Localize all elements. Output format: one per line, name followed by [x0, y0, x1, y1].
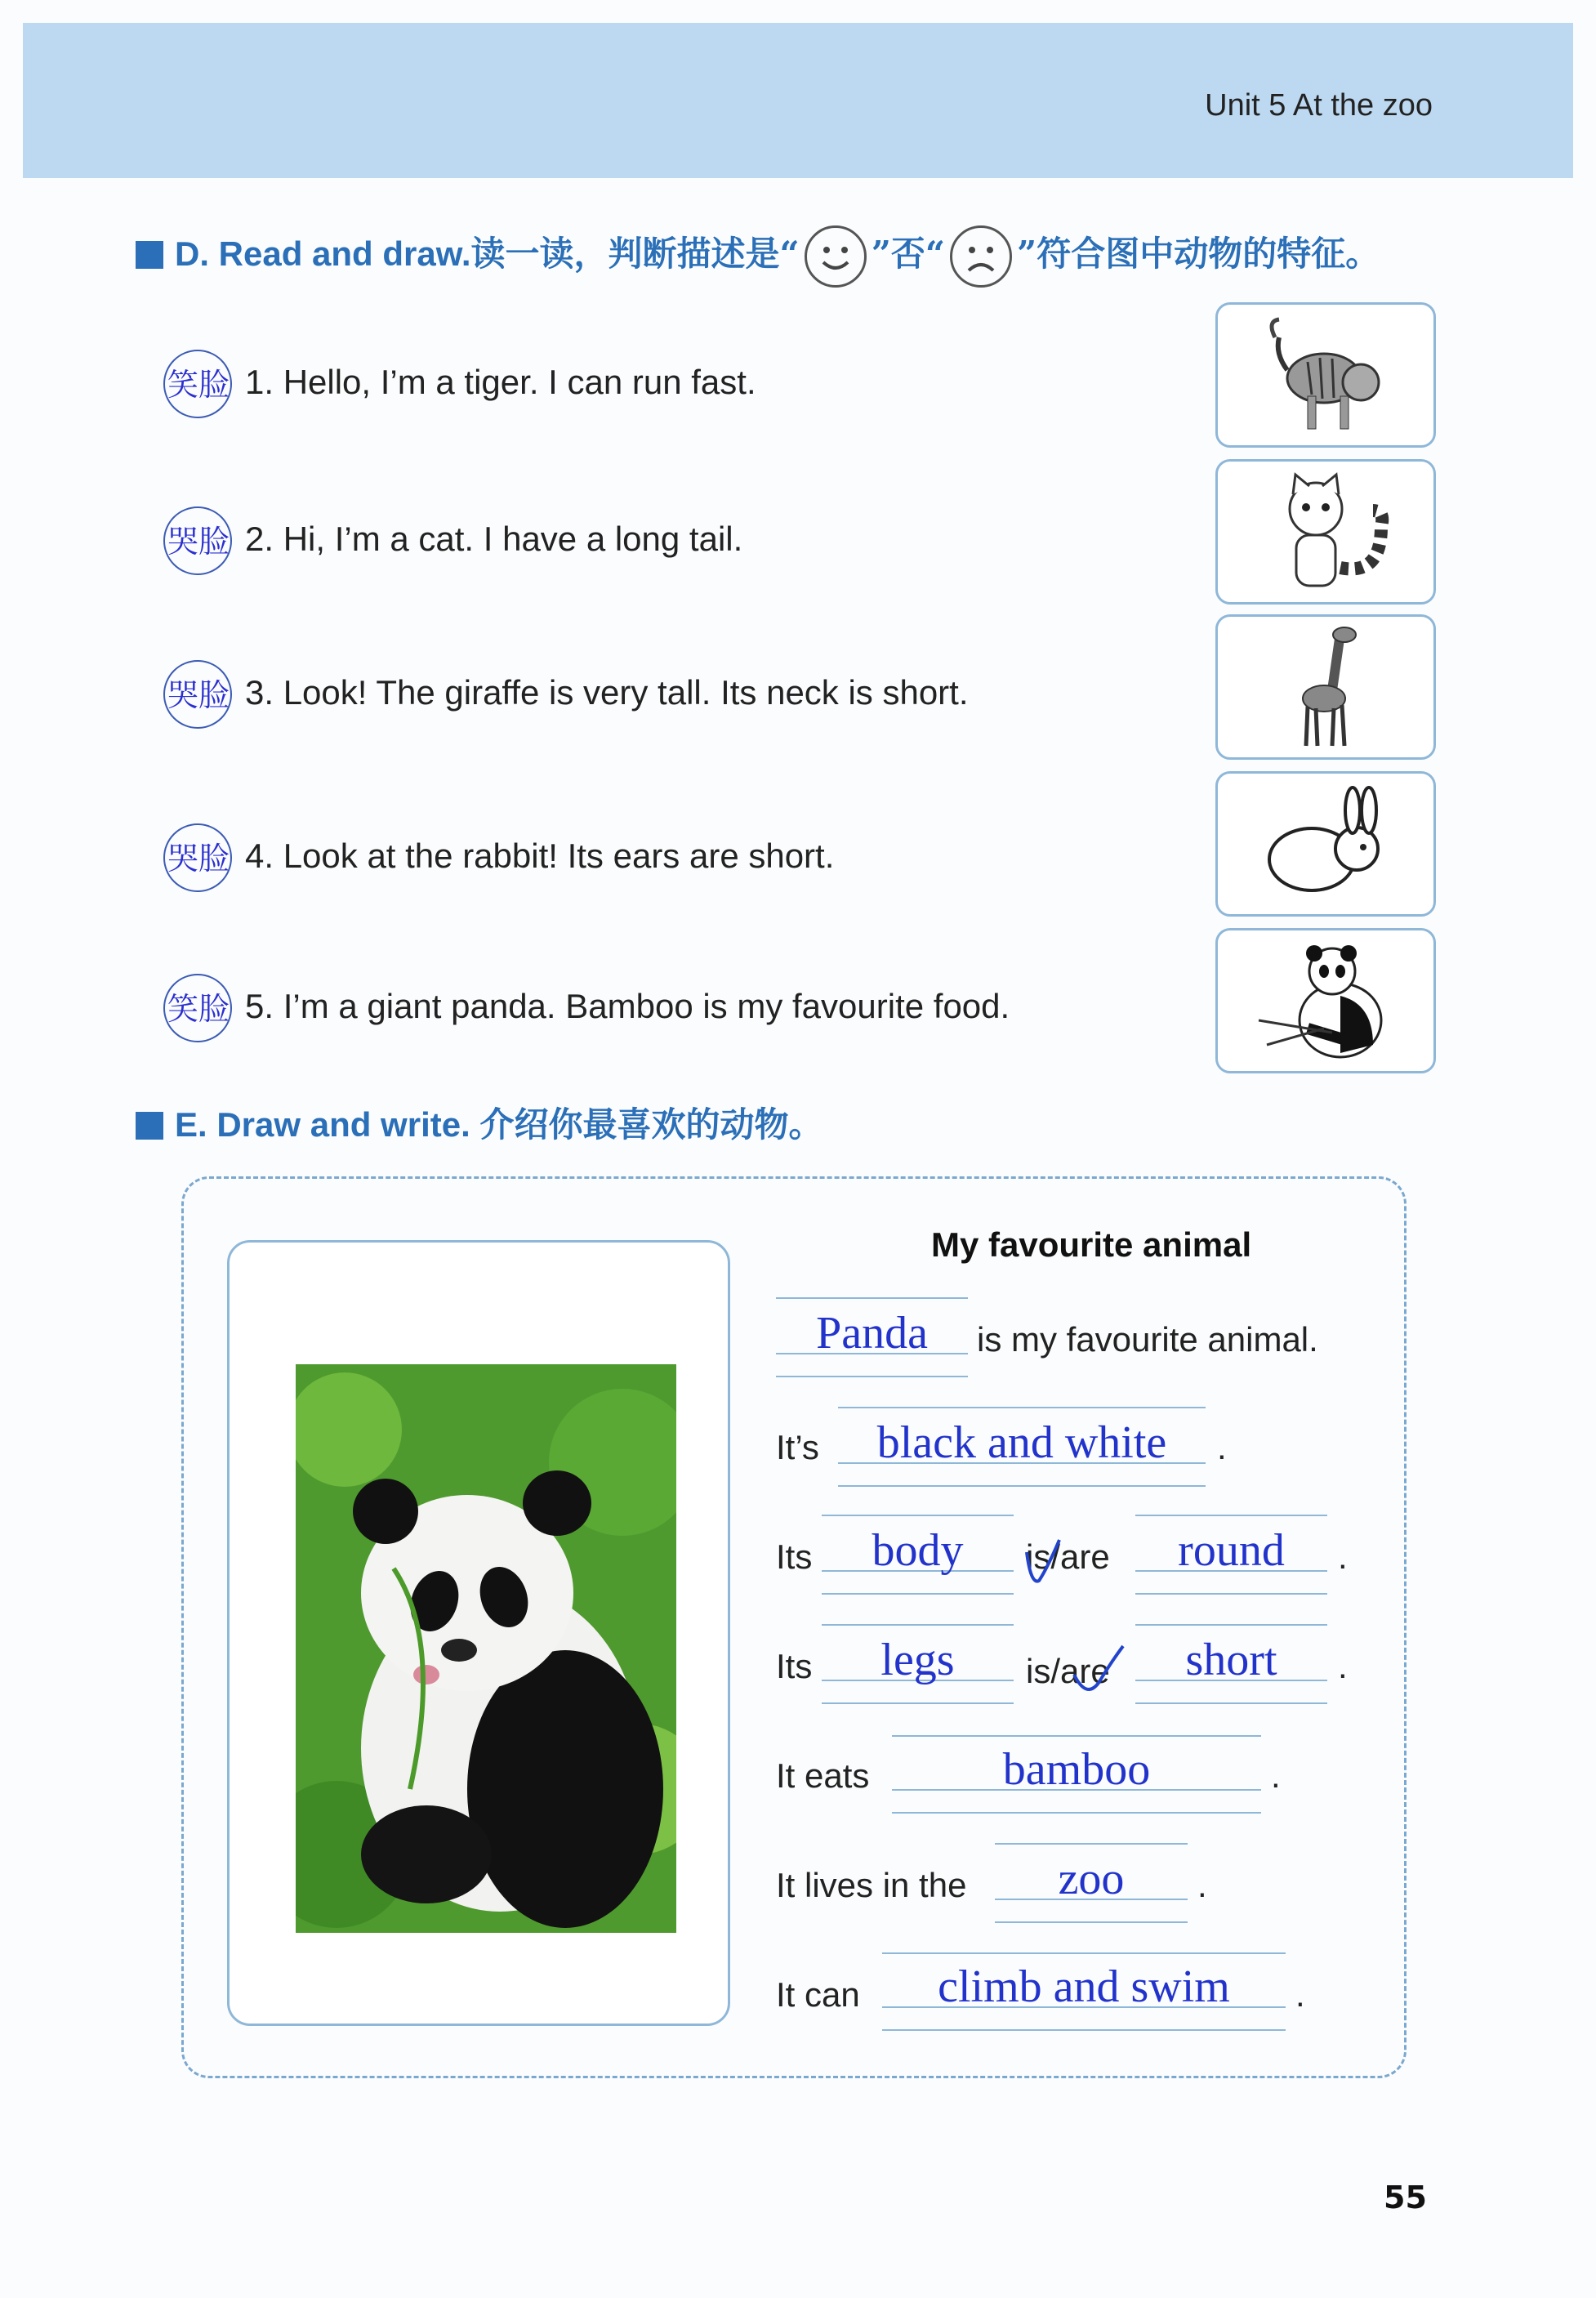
unit-label: Unit 5 At the zoo [1205, 88, 1433, 123]
line-2-prefix: It’s [776, 1428, 819, 1466]
guide-line [776, 1376, 968, 1377]
answer-mark: 哭脸 [167, 677, 230, 713]
line-2-end: . [1217, 1428, 1227, 1466]
panda-photo [296, 1364, 676, 1933]
line-6-end: . [1197, 1866, 1207, 1904]
guide-line [1135, 1702, 1327, 1704]
guide-line [1135, 1593, 1327, 1595]
checkmark-icon [1070, 1642, 1127, 1699]
checkmark-icon [1023, 1536, 1063, 1593]
statement-3: 3. Look! The giraffe is very tall. Its neck is short. [245, 673, 969, 712]
statement-2: 2. Hi, I’m a cat. I have a long tail. [245, 520, 743, 558]
section-d-title-cn-3: ”符合图中动物的特征。 [1017, 234, 1380, 274]
section-e-title-cn: 介绍你最喜欢的动物。 [479, 1104, 823, 1145]
line-3-end: . [1338, 1537, 1348, 1576]
sad-face-icon [950, 225, 1012, 288]
tiger-picture [1215, 302, 1436, 448]
giraffe-picture [1215, 614, 1436, 760]
is-are-choice: is/are [1026, 1537, 1110, 1576]
answer-adjective: round [1178, 1525, 1285, 1576]
statement-4: 4. Look at the rabbit! Its ears are short. [245, 837, 835, 875]
answer-adjective: short [1185, 1635, 1277, 1685]
line-5-prefix: It eats [776, 1756, 870, 1795]
section-d-title-cn-2: ”否“ [871, 234, 946, 274]
line-1-text: is my favourite animal. [977, 1320, 1318, 1359]
guide-line [822, 1702, 1014, 1704]
cat-icon [1218, 462, 1433, 602]
cat-picture [1215, 459, 1436, 605]
tiger-icon [1218, 305, 1433, 445]
line-7-prefix: It can [776, 1975, 860, 2014]
guide-line [892, 1812, 1261, 1814]
section-marker [136, 241, 163, 269]
answer-mark: 哭脸 [167, 524, 230, 560]
guide-line [838, 1485, 1206, 1487]
guide-line [822, 1593, 1014, 1595]
answer-body-part: legs [880, 1635, 955, 1685]
panda-icon [1218, 930, 1433, 1071]
is-are-choice: is/are [1026, 1652, 1110, 1690]
answer-animal: Panda [816, 1308, 928, 1359]
line-5-end: . [1271, 1756, 1281, 1795]
line-3-prefix: Its [776, 1537, 813, 1576]
line-6-prefix: It lives in the [776, 1866, 967, 1904]
answer-mark: 笑脸 [167, 991, 230, 1027]
answer-body-part: body [872, 1525, 964, 1576]
answer-place: zoo [1058, 1854, 1125, 1904]
answer-food: bamboo [1002, 1744, 1151, 1795]
guide-line [822, 1515, 1014, 1516]
guide-line [882, 1952, 1286, 1954]
line-4-prefix: Its [776, 1647, 813, 1685]
header-wave [23, 154, 1573, 186]
guide-line [892, 1735, 1261, 1737]
rabbit-picture [1215, 771, 1436, 917]
smiley-face-icon [805, 225, 867, 288]
guide-line [838, 1407, 1206, 1408]
panda-picture [1215, 928, 1436, 1073]
statement-5: 5. I’m a giant panda. Bamboo is my favourite food. [245, 987, 1010, 1025]
section-e-title [136, 1098, 823, 1147]
section-d-title-en: D. Read and draw. [175, 234, 471, 274]
guide-line [776, 1297, 968, 1299]
card-title: My favourite animal [931, 1225, 1252, 1264]
section-d-title [136, 225, 1380, 288]
section-marker [136, 1112, 163, 1140]
answer-colour: black and white [876, 1417, 1167, 1468]
guide-line [1135, 1624, 1327, 1626]
section-d-title-cn-1: 读一读，判断描述是“ [470, 234, 800, 274]
page-number: 55 [1384, 2180, 1427, 2215]
rabbit-icon [1218, 774, 1433, 914]
guide-line [995, 1921, 1188, 1923]
guide-line [882, 2029, 1286, 2031]
guide-line [822, 1624, 1014, 1626]
answer-ability: climb and swim [938, 1961, 1230, 2012]
section-e-title-en: E. Draw and write. [175, 1105, 470, 1144]
answer-mark: 哭脸 [167, 841, 230, 877]
answer-mark: 笑脸 [167, 367, 230, 403]
guide-line [1135, 1515, 1327, 1516]
line-7-end: . [1295, 1975, 1305, 2014]
guide-line [995, 1843, 1188, 1845]
statement-1: 1. Hello, I’m a tiger. I can run fast. [245, 363, 756, 401]
giraffe-icon [1218, 617, 1433, 757]
line-4-end: . [1338, 1647, 1348, 1685]
